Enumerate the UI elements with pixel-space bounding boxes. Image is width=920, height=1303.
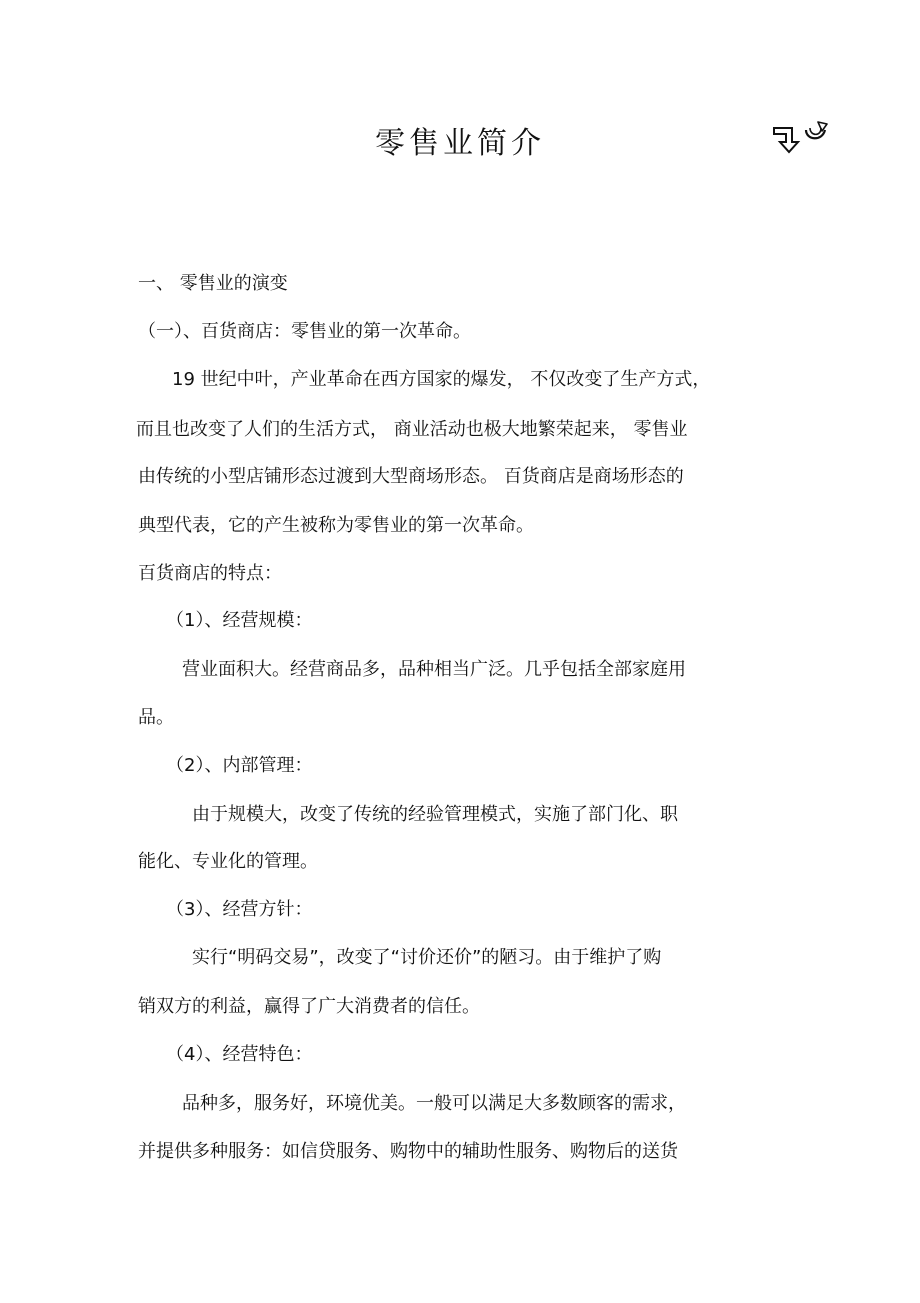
section-heading: 一、 零售业的演变 <box>138 273 288 294</box>
corner-icons <box>770 118 832 158</box>
paragraph-line: 由于规模大，改变了传统的经验管理模式，实施了部门化、职 <box>192 804 678 825</box>
paragraph-line: 品种多，服务好，环境优美。一般可以满足大多数顾客的需求， <box>182 1093 686 1114</box>
paragraph-line: 实行“明码交易”，改变了“讨价还价”的陋习。由于维护了购 <box>192 947 662 968</box>
features-heading: 百货商店的特点： <box>138 563 282 584</box>
feature-heading: （3）、经营方针： <box>166 899 313 920</box>
paragraph-line: 营业面积大。经营商品多，品种相当广泛。几乎包括全部家庭用 <box>182 659 686 680</box>
paragraph-line: 由传统的小型店铺形态过渡到大型商场形态。 百货商店是商场形态的 <box>138 466 684 487</box>
paragraph-line: 19 世纪中叶，产业革命在西方国家的爆发， 不仅改变了生产方式， <box>172 369 711 390</box>
paragraph-line: 而且也改变了人们的生活方式， 商业活动也极大地繁荣起来， 零售业 <box>136 419 688 440</box>
paragraph-line: 销双方的利益，赢得了广大消费者的信任。 <box>138 996 480 1017</box>
feature-heading: （2）、内部管理： <box>166 755 313 776</box>
paragraph-line: 品。 <box>138 707 174 728</box>
paragraph-line: 能化、专业化的管理。 <box>138 851 318 872</box>
document-title: 零售业简介 <box>375 126 545 161</box>
subsection-heading: （一）、百货商店：零售业的第一次革命。 <box>138 321 471 342</box>
feature-heading: （4）、经营特色： <box>166 1044 313 1065</box>
paragraph-line: 典型代表，它的产生被称为零售业的第一次革命。 <box>138 515 534 536</box>
feature-heading: （1）、经营规模： <box>166 610 313 631</box>
paragraph-line: 并提供多种服务：如信贷服务、购物中的辅助性服务、购物后的送货 <box>138 1141 678 1162</box>
arrow-down-return-icon <box>770 118 832 158</box>
